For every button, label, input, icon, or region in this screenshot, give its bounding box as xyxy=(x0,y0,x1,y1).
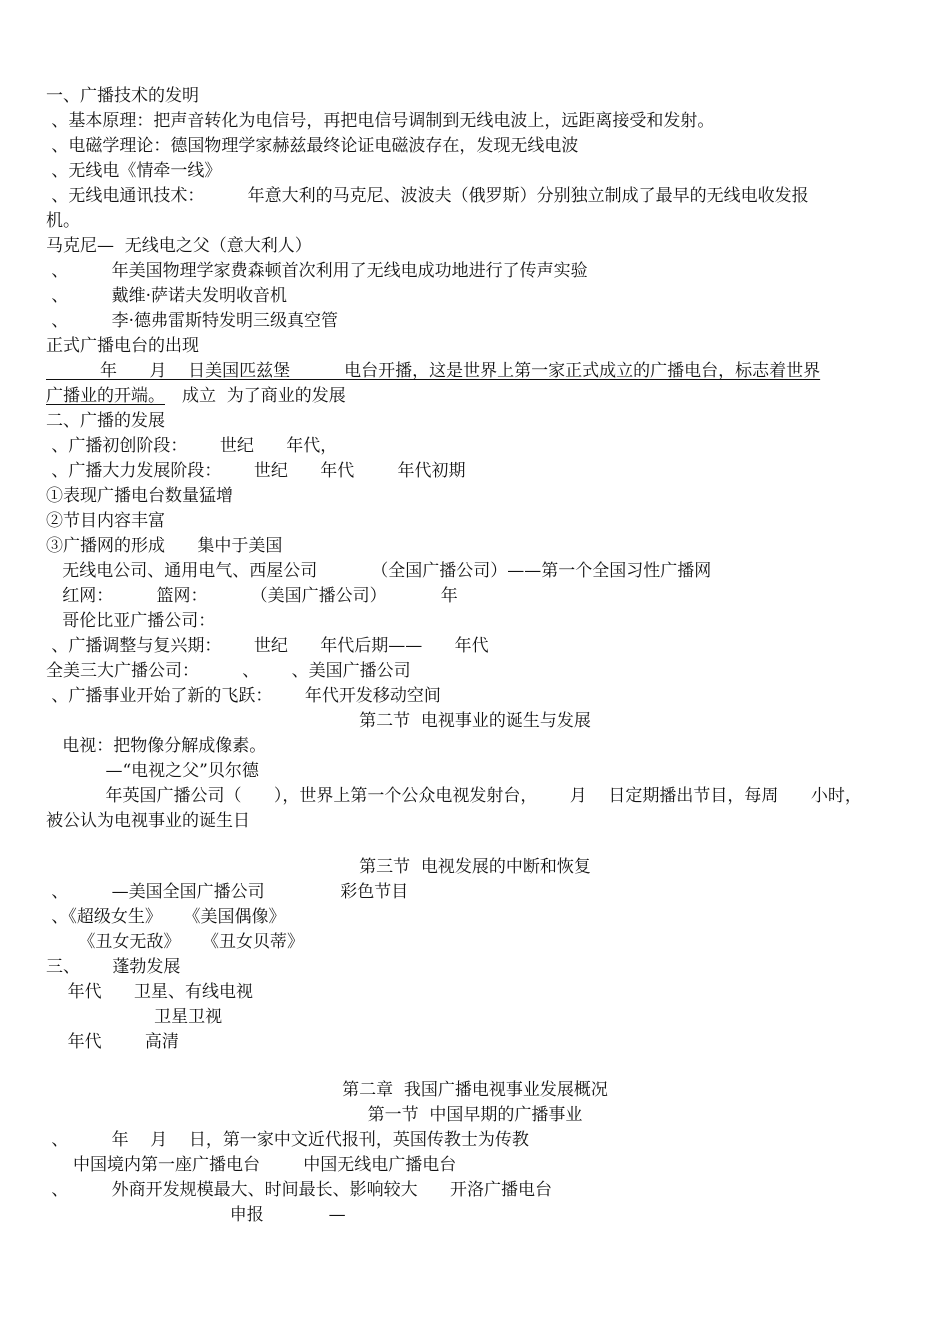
text-line: 、无线电《情牵一线》 xyxy=(46,161,222,181)
section-heading-china-early: 第一节 中国早期的广播事业 xyxy=(367,1105,583,1125)
text-line: 、广播调整与复兴期： 世纪 年代后期—— 年代 xyxy=(46,636,489,656)
text-line: 、广播初创阶段： 世纪 年代， xyxy=(46,436,338,456)
text-line: —“电视之父”贝尔德 xyxy=(46,761,259,781)
text-line: 无线电公司、通用电气、西屋公司 （全国广播公司）——第一个全国习性广播网 xyxy=(46,561,712,581)
underlined-text-line: 广播业的开端。 xyxy=(46,386,165,406)
text-line: ②节目内容丰富 xyxy=(46,511,165,531)
section-heading-tv-birth: 第二节 电视事业的诞生与发展 xyxy=(359,711,591,731)
text-line: 机。 xyxy=(46,211,80,231)
text-line: 哥伦比亚广播公司： xyxy=(46,611,216,631)
text-line: 、广播事业开始了新的飞跃： 年代开发移动空间 xyxy=(46,686,441,706)
text-line: ③广播网的形成 集中于美国 xyxy=(46,536,283,556)
text-line: 、无线电通讯技术： 年意大利的马克尼、波波夫（俄罗斯）分别独立制成了最早的无线电收发报 xyxy=(46,186,809,206)
text-line: 、 —美国全国广播公司 彩色节目 xyxy=(46,882,409,902)
text-line: 电视：把物像分解成像素。 xyxy=(46,736,267,756)
text-line: 申报 — xyxy=(46,1205,346,1225)
text-line: 、 年美国物理学家费森顿首次利用了无线电成功地进行了传声实验 xyxy=(46,261,588,281)
text-line: 红网： 篮网： （美国广播公司） 年 xyxy=(46,586,458,606)
text-line: 被公认为电视事业的诞生日 xyxy=(46,811,250,831)
text-line: 、基本原理：把声音转化为电信号，再把电信号调制到无线电波上，远距离接受和发射。 xyxy=(46,111,715,131)
text-line: 卫星卫视 xyxy=(46,1007,223,1027)
text-line: 年代 卫星、有线电视 xyxy=(46,982,254,1002)
heading-broadcast-invention: 一、广播技术的发明 xyxy=(46,86,199,106)
text-line: ①表现广播电台数量猛增 xyxy=(46,486,233,506)
chapter-heading: 第二章 我国广播电视事业发展概况 xyxy=(342,1080,608,1100)
text-line: 全美三大广播公司： 、 、美国广播公司 xyxy=(46,661,411,681)
text-line: 年代 高清 xyxy=(46,1032,179,1052)
text-line: 年英国广播公司（ ），世界上第一个公众电视发射台， 月 日定期播出节目，每周 小时， xyxy=(46,786,862,806)
text-line: 、 年 月 日，第一家中文近代报刊，英国传教士为传教 xyxy=(46,1130,529,1150)
text-line: 、广播大力发展阶段： 世纪 年代 年代初期 xyxy=(46,461,466,481)
text-line: 、 戴维·萨诺夫发明收音机 xyxy=(46,286,288,306)
underlined-text-line: 年 月 日美国匹兹堡 电台开播，这是世界上第一家正式成立的广播电台，标志着世界 xyxy=(46,361,821,381)
subheading-first-station: 正式广播电台的出现 xyxy=(46,336,199,356)
text-line: 中国境内第一座广播电台 中国无线电广播电台 xyxy=(46,1155,457,1175)
heading-broadcast-development: 二、广播的发展 xyxy=(46,411,165,431)
section-heading-tv-interruption: 第三节 电视发展的中断和恢复 xyxy=(359,857,591,877)
text-line: 《丑女无敌》 《丑女贝蒂》 xyxy=(46,932,305,952)
text-line: 、 外商开发规模最大、时间最长、影响较大 开洛广播电台 xyxy=(46,1180,553,1200)
text-line: 、 李·德弗雷斯特发明三级真空管 xyxy=(46,311,339,331)
heading-boom: 三、 蓬勃发展 xyxy=(46,957,181,977)
text-line: 、电磁学理论：德国物理学家赫兹最终论证电磁波存在，发现无线电波 xyxy=(46,136,579,156)
text-line: 马克尼— 无线电之父（意大利人） xyxy=(46,236,312,256)
text-line: 成立 为了商业的发展 xyxy=(182,386,346,406)
text-line: 、《超级女生》 《美国偶像》 xyxy=(46,907,286,927)
